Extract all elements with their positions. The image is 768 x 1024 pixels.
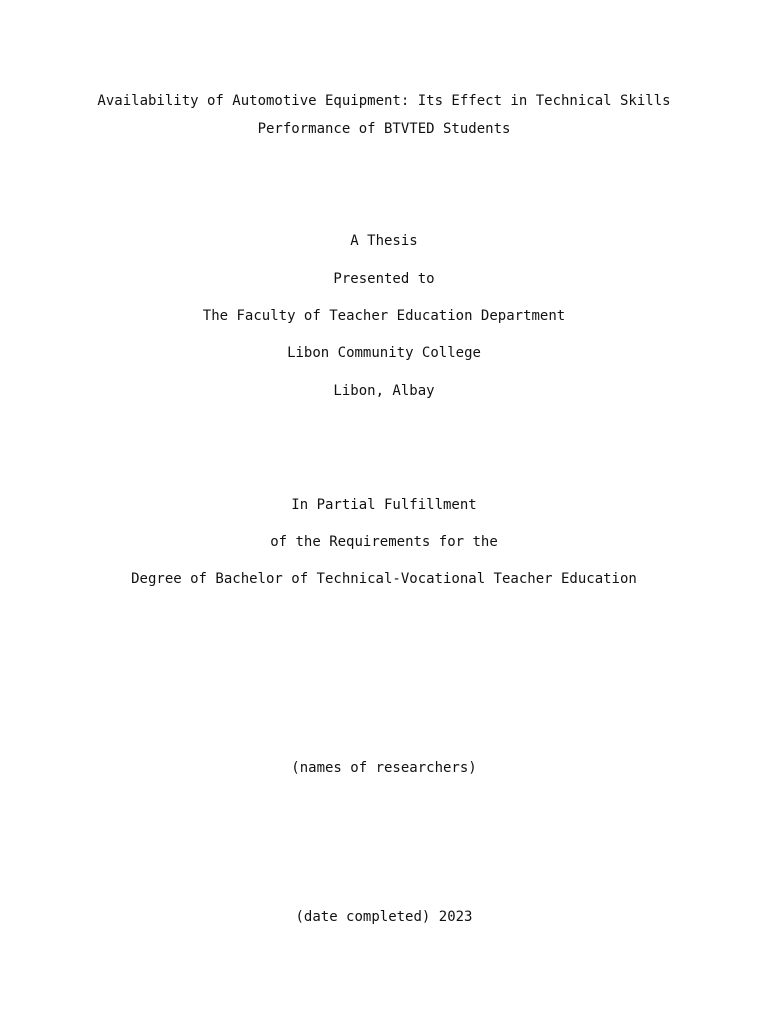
- thesis-title-line-1: Availability of Automotive Equipment: Its Effect in Technical Skills: [97, 93, 671, 109]
- faculty-name: The Faculty of Teacher Education Department: [202, 308, 566, 324]
- thesis-label: A Thesis: [350, 233, 418, 249]
- fulfillment-line-1: In Partial Fulfillment: [291, 497, 477, 513]
- researchers-placeholder: (names of researchers): [291, 760, 477, 776]
- date-completed: (date completed) 2023: [295, 909, 473, 925]
- thesis-title-line-2: Performance of BTVTED Students: [257, 121, 511, 137]
- fulfillment-line-2: of the Requirements for the: [270, 534, 498, 550]
- institution-name: Libon Community College: [287, 345, 481, 361]
- presented-to-label: Presented to: [333, 271, 435, 287]
- institution-location: Libon, Albay: [333, 383, 435, 399]
- degree-name: Degree of Bachelor of Technical-Vocational Teacher Education: [131, 571, 637, 587]
